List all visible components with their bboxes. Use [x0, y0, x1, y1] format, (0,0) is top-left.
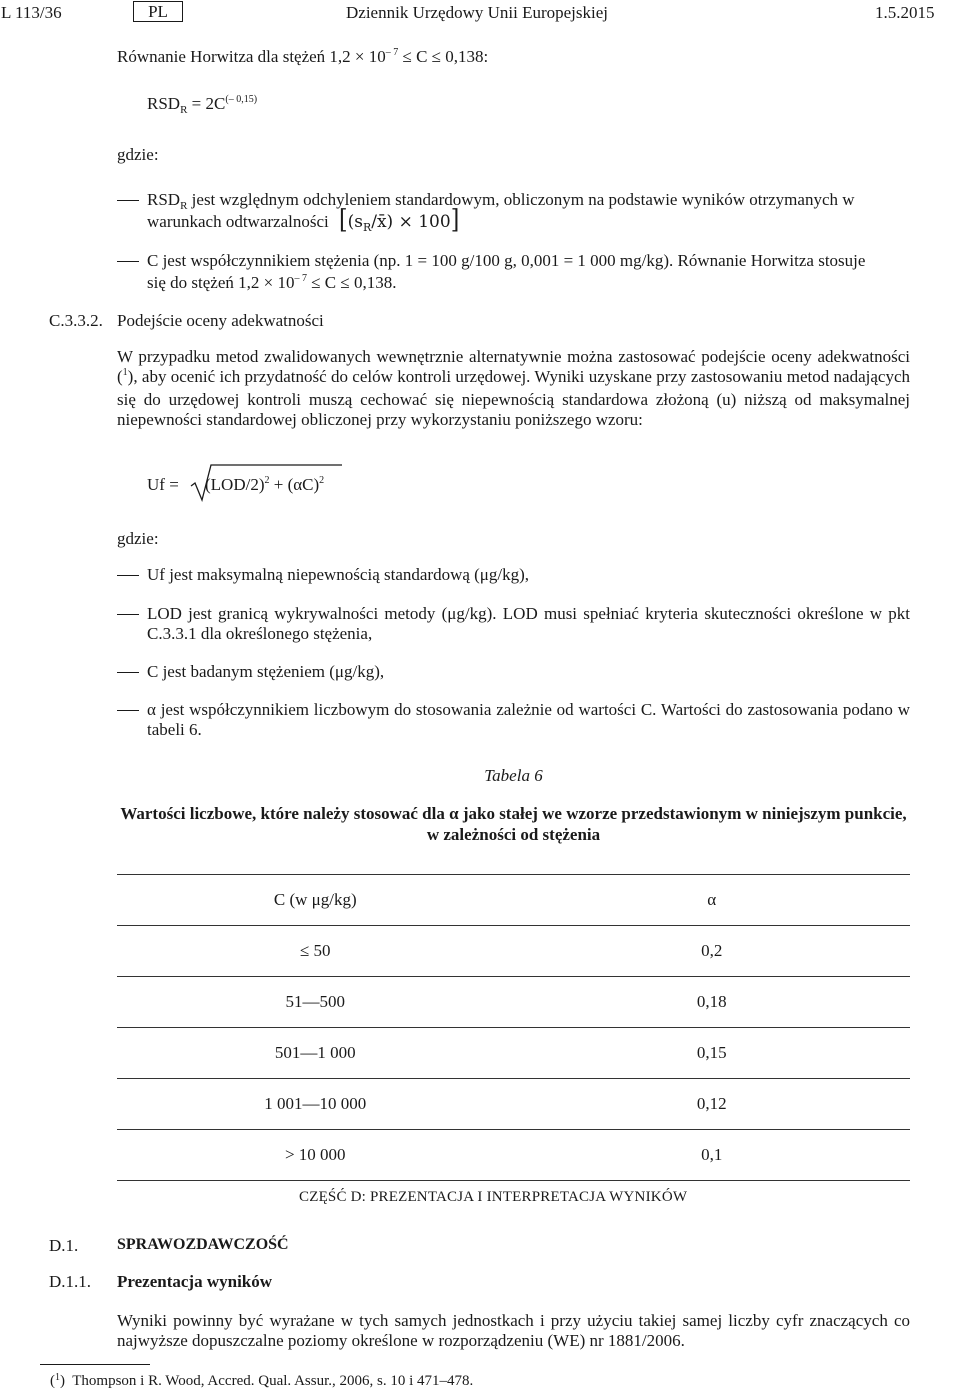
section-number-c332: C.3.3.2. — [49, 311, 103, 330]
table-cell: ≤ 50 — [117, 926, 514, 977]
header-journal-title: Dziennik Urzędowy Unii Europejskiej — [346, 3, 609, 22]
horwitz-item-rsd-line2: warunkach odtwarzalności $[(s_R/x̄) \times 100]$ — [147, 205, 460, 236]
horwitz-gdzie: gdzie: — [117, 145, 159, 164]
list-dash — [117, 614, 139, 615]
list-dash — [117, 261, 139, 262]
table-row — [117, 1079, 910, 1130]
uf-item-lod: LOD jest granicą wykrywalności metody (μg/kg). LOD musi spełniać kryteria skuteczności określone w pkt C.3.3.1 dla określonego stężenia, — [117, 604, 910, 644]
footnote: ($^1$) Thompson i R. Wood, Accred. Qual. Assur., 2006, s. 10 i 471–478. — [50, 1372, 474, 1389]
horwitz-intro: Równanie Horwitza dla stężeń $1,2 \times 10^{- 7} \le C \le 0,138$: — [117, 47, 489, 66]
table-row — [117, 1028, 910, 1079]
footnote-ref: 1 — [122, 367, 128, 378]
section-heading-d11: Prezentacja wyników — [117, 1272, 273, 1291]
table-header-cell: C (w μg/kg) — [117, 875, 514, 926]
table-cell: > 10 000 — [117, 1130, 514, 1181]
footnote-divider — [40, 1364, 150, 1365]
horwitz-item-c-line2: się do stężeń $1,2 \times 10^{- 7} \le C \le 0,138$. — [147, 273, 397, 292]
list-dash — [117, 575, 139, 576]
table-title: Wartości liczbowe, które należy stosować dla α jako stałej we wzorze przedstawionym w niniejszym punkcie, w zależności od stężenia — [120, 804, 907, 844]
uf-item-uf: Uf jest maksymalną niepewnością standardową (μg/kg), — [117, 565, 529, 585]
section-number-d11: D.1.1. — [49, 1272, 92, 1291]
horwitz-item-c: C jest współczynnikiem stężenia (np. 1 = 100 g/100 g, 0,001 = 1 000 mg/kg). Równanie Horwitza stosuje — [117, 251, 865, 271]
table-row — [117, 977, 910, 1028]
horwitz-formula: $RSD_R = 2C^{(- 0,15)}$ — [147, 94, 258, 116]
table-cell: 0,15 — [514, 1028, 911, 1079]
list-dash — [117, 672, 139, 673]
section-c332-paragraph: W przypadku metod zwalidowanych wewnętrznie alternatywnie można zastosować podejście oceny adekwatności ($^1$), aby ocenić ich przydatność do celów kontroli urzędowej. Wyniki uzyskane przy zastosowaniu metod nadających się do urzędowej kontroli muszą cechować się niepewnością standardowa złożoną (u) niższą od maksymalnej niepewności standardowej obliczonej przy wykorzystaniu poniższego wzoru: — [117, 347, 910, 429]
uf-item-c: C jest badanym stężeniem (μg/kg), — [117, 662, 384, 682]
header-lang-box — [133, 1, 183, 22]
uf-gdzie: gdzie: — [117, 529, 159, 548]
uf-item-alpha: α jest współczynnikiem liczbowym do stosowania zależnie od wartości C. Wartości do zastosowania podano w tabeli 6. — [117, 700, 910, 740]
horwitz-item-rsd: $RSD_R$ jest względnym odchyleniem standardowym, obliczonym na podstawie wyników otrzymanych w — [117, 190, 855, 210]
section-heading-c332: Podejście oceny adekwatności — [117, 311, 324, 330]
table-cell: 51—500 — [117, 977, 514, 1028]
header-page-ref: L 113/36 — [1, 3, 62, 22]
table-cell: 0,12 — [514, 1079, 911, 1130]
table-cell: 0,1 — [514, 1130, 911, 1181]
section-heading-d1: SPRAWOZDAWCZOŚĆ — [117, 1236, 289, 1253]
list-dash — [117, 710, 139, 711]
section-d11-paragraph: Wyniki powinny być wyrażane w tych samych jednostkach i przy użyciu takiej samej liczby cyfr znaczących co najwyższe dopuszczalne poziomy określone w rozporządzeniu (WE) nr 1881/2006. — [117, 1311, 910, 1350]
list-dash — [117, 200, 139, 201]
uf-formula-lhs: Uf = — [147, 475, 179, 494]
table-cell: 0,18 — [514, 977, 911, 1028]
header-lang: PL — [148, 2, 168, 21]
table-cell: 1 001—10 000 — [117, 1079, 514, 1130]
table-6 — [117, 874, 910, 1181]
header-date: 1.5.2015 — [875, 3, 935, 22]
part-d-title: CZĘŚĆ D: PREZENTACJA I INTERPRETACJA WYNIKÓW — [299, 1189, 688, 1205]
rsd-bracket-formula: $[(s_R/x̄) \times 100]$ — [338, 205, 460, 236]
table-header-row — [117, 875, 910, 926]
table-caption: Tabela 6 — [484, 766, 543, 785]
table-row — [117, 926, 910, 977]
section-number-d1: D.1. — [49, 1236, 79, 1255]
table-cell: 501—1 000 — [117, 1028, 514, 1079]
table-row — [117, 1130, 910, 1181]
table-cell: 0,2 — [514, 926, 911, 977]
uf-formula-body: $(LOD/2)^2 + (\alpha C)^2$ — [205, 475, 325, 494]
table-header-cell: α — [514, 875, 911, 926]
